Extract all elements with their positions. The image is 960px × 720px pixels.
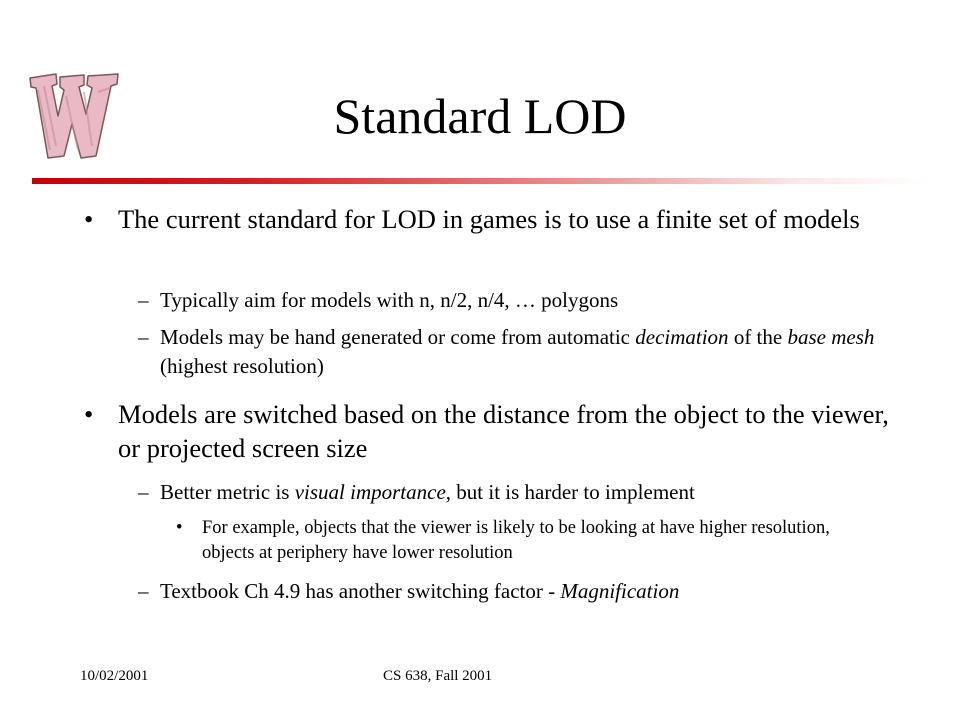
sub-bullet-text: Typically aim for models with n, n/2, n/4, … polygons [160,288,619,312]
sub-bullet-item [138,286,880,315]
bullet-item [84,202,893,236]
sub-sub-bullet-item [176,516,872,566]
sub-bullet-marker: • [176,518,183,538]
slide-title: Standard LOD [333,88,627,144]
dash-marker: – [138,480,149,504]
sub-sub-bullet-text: For example, objects that the viewer is likely to be looking at have higher resolution, objects at periphery have lower resolution [202,518,830,563]
sub-bullet-text: Models may be hand generated or come from automatic decimation of the base mesh (highest resolution) [160,325,875,378]
bullet-marker: • [84,204,94,234]
sub-bullet-text: Textbook Ch 4.9 has another switching factor - Magnification [160,579,680,603]
dash-marker: – [138,325,149,349]
dash-marker: – [138,288,149,312]
footer-course: CS 638, Fall 2001 [383,668,493,684]
bullet-item [84,397,908,465]
sub-bullet-item [138,323,890,381]
bullet-marker: • [84,399,94,429]
dash-marker: – [138,579,149,603]
bullet-text: The current standard for LOD in games is to use a finite set of models [118,204,860,234]
sub-bullet-item [138,478,880,507]
footer-date: 10/02/2001 [80,668,149,684]
sub-bullet-text: Better metric is visual importance, but it is harder to implement [160,480,695,504]
sub-bullet-item [138,577,880,606]
bullet-text: Models are switched based on the distance from the object to the viewer, or projected screen size [118,399,889,463]
